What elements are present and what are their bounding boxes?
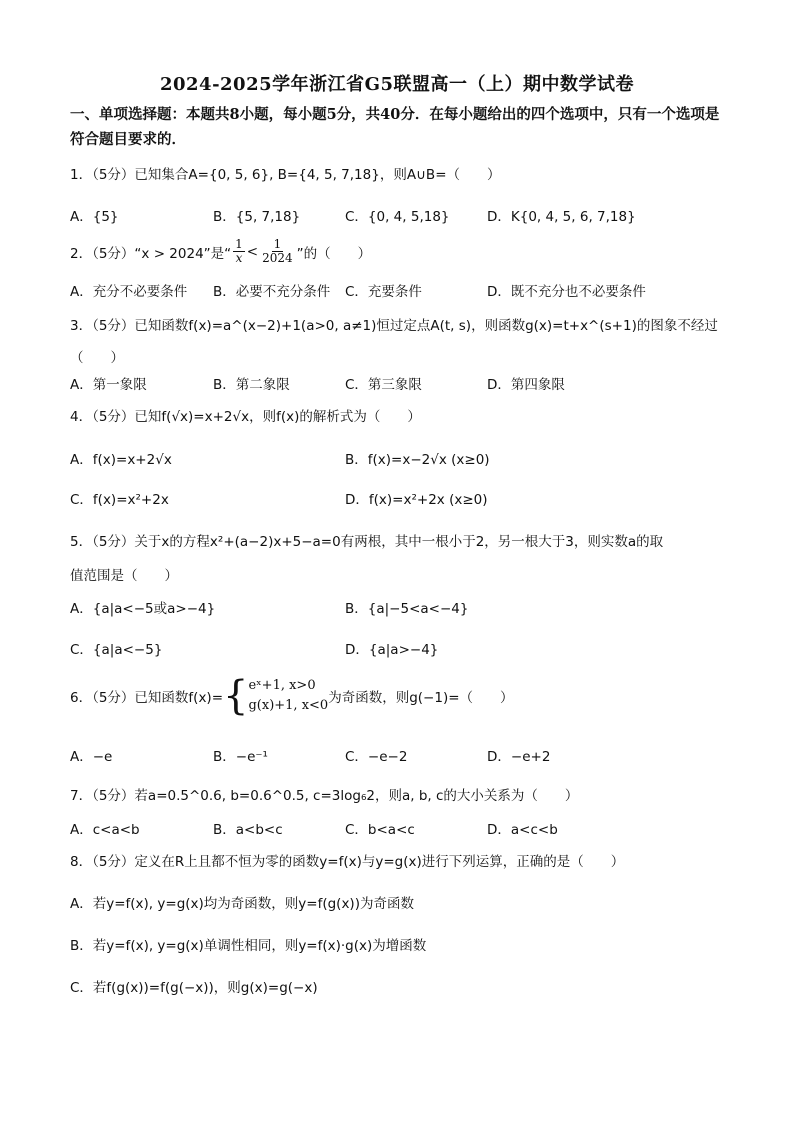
question-7-option-b: B．a<b<c — [213, 822, 283, 838]
question-5-option-c: C．{a|a<−5} — [70, 642, 163, 658]
question-6-option-a: A．−e — [70, 749, 113, 765]
fraction-denominator: 2024 — [262, 251, 293, 265]
question-4-option-b: B．f(x)=x−2√x (x≥0) — [345, 452, 490, 468]
question-4-option-a: A．f(x)=x+2√x — [70, 452, 172, 468]
question-1-option-a: A．{5} — [70, 209, 119, 225]
question-7-option-a: A．c<a<b — [70, 822, 140, 838]
question-7-stem: 7．（5分）若a=0.5^0.6, b=0.6^0.5, c=3log₆2，则a, b, c的大小关系为（ ） — [70, 788, 579, 804]
question-6-stem — [70, 673, 514, 719]
question-2-option-a: A．充分不必要条件 — [70, 284, 188, 300]
question-2-stem — [70, 238, 371, 265]
question-3-stem: 3．（5分）已知函数f(x)=a^(x−2)+1(a>0, a≠1)恒过定点A(t, s)，则函数g(x)=t+x^(s+1)的图象不经过 — [70, 318, 718, 334]
question-2-option-c: C．充要条件 — [345, 284, 422, 300]
question-2-stem-prefix: 2．（5分）“x > 2024”是“ — [70, 245, 232, 262]
question-1-option-c: C．{0, 4, 5,18} — [345, 209, 450, 225]
question-3-option-d: D．第四象限 — [487, 377, 565, 393]
question-4-option-c: C．f(x)=x²+2x — [70, 492, 169, 508]
question-8-option-c: C．若f(g(x))=f(g(−x))，则g(x)=g(−x) — [70, 980, 318, 996]
less-than-sign: < — [246, 243, 259, 260]
fraction-1-over-x — [233, 238, 245, 265]
question-5-option-d: D．{a|a>−4} — [345, 642, 439, 658]
question-3-stem-continued: （ ） — [70, 350, 124, 366]
question-4-option-d: D．f(x)=x²+2x (x≥0) — [345, 492, 488, 508]
question-6-stem-suffix: 为奇函数，则g(−1)=（ ） — [328, 690, 514, 706]
section-heading: 一、单项选择题：本题共8小题，每小题5分，共40分．在每小题给出的四个选项中，只有一个选项是符合题目要求的． — [70, 106, 720, 148]
question-1-stem: 1．（5分）已知集合A={0, 5, 6}, B={4, 5, 7,18}，则A∪B=（ ） — [70, 167, 501, 183]
question-5-option-a: A．{a|a<−5或a>−4} — [70, 601, 216, 617]
question-5-stem: 5．（5分）关于x的方程x²+(a−2)x+5−a=0有两根，其中一根小于2，另一根大于3，则实数a的取 — [70, 534, 664, 550]
question-1-option-d: D．K{0, 4, 5, 6, 7,18} — [487, 209, 636, 225]
question-1-option-b: B．{5, 7,18} — [213, 209, 301, 225]
question-8-stem: 8．（5分）定义在R上且都不恒为零的函数y=f(x)与y=g(x)进行下列运算，正确的是（ ） — [70, 854, 625, 870]
fraction-numerator: 1 — [273, 237, 282, 251]
question-3-option-c: C．第三象限 — [345, 377, 422, 393]
question-4-stem: 4．（5分）已知f(√x)=x+2√x，则f(x)的解析式为（ ） — [70, 409, 421, 425]
left-brace: { — [223, 673, 249, 719]
question-3-option-a: A．第一象限 — [70, 377, 147, 393]
piece-negative: g(x)+1, x<0 — [248, 698, 329, 713]
fraction-denominator: x — [235, 251, 243, 265]
question-6-stem-prefix: 6．（5分）已知函数f(x)= — [70, 690, 224, 706]
piece-positive: eˣ+1, x>0 — [248, 678, 316, 693]
fraction-numerator: 1 — [235, 237, 243, 251]
question-6-option-b: B．−e⁻¹ — [213, 749, 268, 765]
fraction-1-over-2024 — [260, 238, 295, 265]
question-6-option-c: C．−e−2 — [345, 749, 408, 765]
question-2-stem-suffix: ”的（ ） — [296, 245, 372, 262]
question-5-stem-continued: 值范围是（ ） — [70, 568, 178, 584]
page-title: 2024-2025学年浙江省G5联盟高一（上）期中数学试卷 — [159, 74, 635, 95]
piecewise-definition — [248, 676, 328, 716]
question-6-option-d: D．−e+2 — [487, 749, 551, 765]
question-3-option-b: B．第二象限 — [213, 377, 290, 393]
question-7-option-c: C．b<a<c — [345, 822, 415, 838]
question-8-option-a: A．若y=f(x), y=g(x)均为奇函数，则y=f(g(x))为奇函数 — [70, 896, 414, 912]
question-7-option-d: D．a<c<b — [487, 822, 558, 838]
question-2-option-d: D．既不充分也不必要条件 — [487, 284, 646, 300]
question-5-option-b: B．{a|−5<a<−4} — [345, 601, 469, 617]
question-2-option-b: B．必要不充分条件 — [213, 284, 331, 300]
question-8-option-b: B．若y=f(x), y=g(x)单调性相同，则y=f(x)·g(x)为增函数 — [70, 938, 427, 954]
